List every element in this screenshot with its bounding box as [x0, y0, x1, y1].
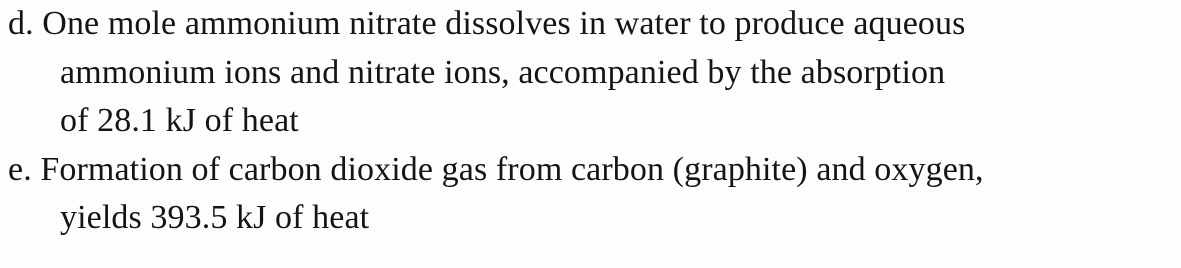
item-e-line-2: yields 393.5 kJ of heat: [60, 199, 370, 236]
item-d-line-3: of 28.1 kJ of heat: [60, 102, 299, 139]
item-e-line-1: e. Formation of carbon dioxide gas from carbon (graphite) and oxygen,: [8, 151, 984, 188]
item-d-line-1: d. One mole ammonium nitrate dissolves in water to produce aqueous: [8, 5, 966, 42]
item-d-line-2: ammonium ions and nitrate ions, accompanied by the absorption: [60, 54, 946, 91]
